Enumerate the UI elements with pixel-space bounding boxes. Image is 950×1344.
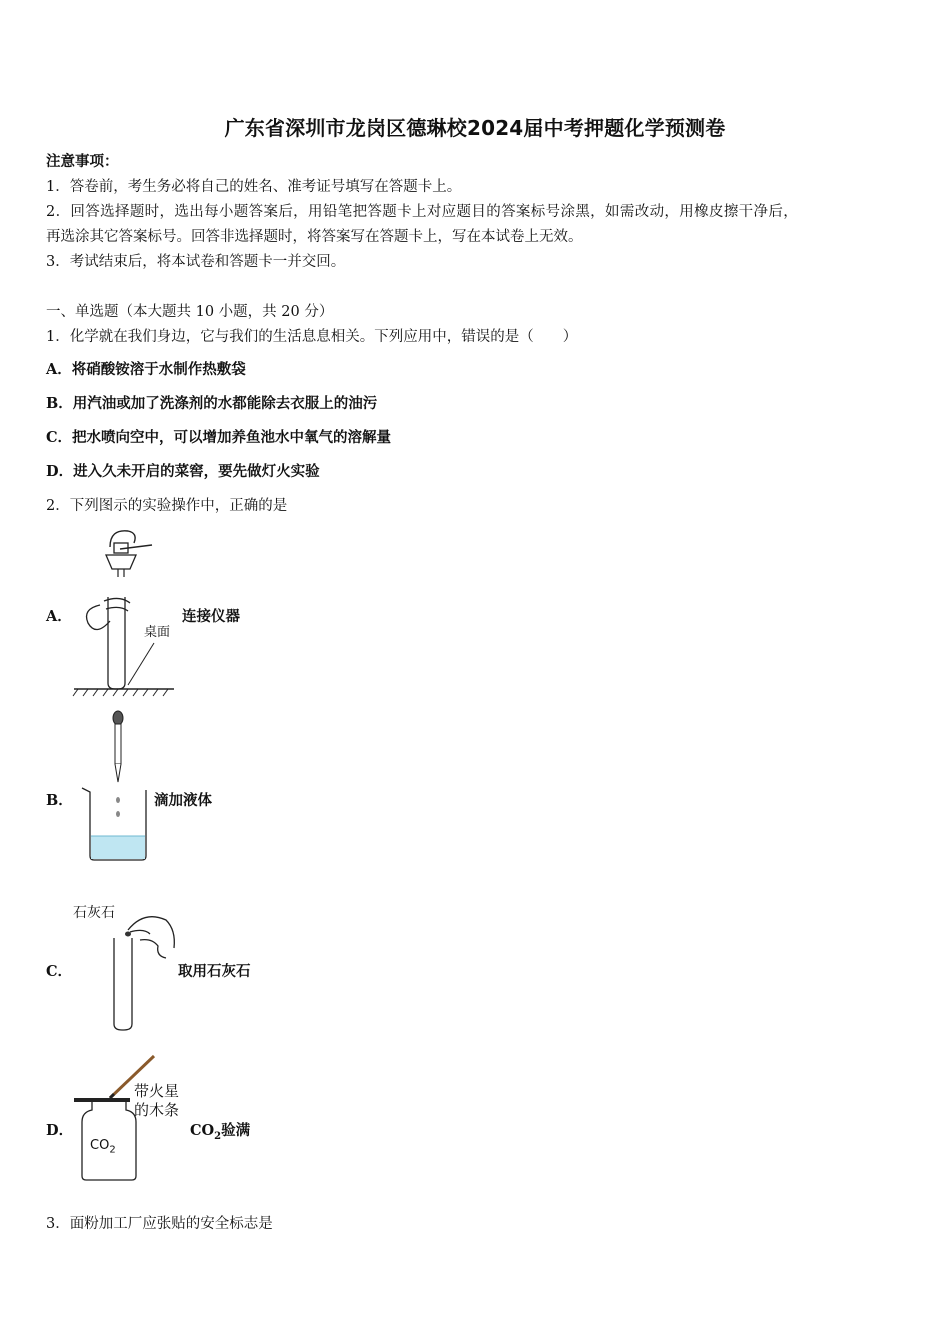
figure-label-splint-line1: 带火星 <box>134 1082 180 1100</box>
figure-label-table: 桌面 <box>144 625 171 640</box>
notice-item-3: 3．考试结束后，将本试卷和答题卡一并交回。 <box>46 254 346 270</box>
notice-item-2: 2．回答选择题时，选出每小题答案后，用铅笔把答题卡上对应题目的答案标号涂黑，如需改动，用橡皮擦干净后， <box>46 204 799 220</box>
figure-label-splint-line2: 的木条 <box>134 1101 180 1119</box>
q2-option-a-label: A． <box>46 608 72 625</box>
q2-option-d-label: D． <box>46 1122 74 1139</box>
figure-take-limestone <box>70 900 182 1034</box>
q2-option-b-caption: 滴加液体 <box>154 792 212 809</box>
caption-sub: 2 <box>214 1130 222 1142</box>
notice-item-2-cont: 再选涂其它答案标号。回答非选择题时，将答案写在答题卡上，写在本试卷上无效。 <box>46 229 583 245</box>
q1-stem: 1．化学就在我们身边，它与我们的生活息息相关。下列应用中，错误的是（ ） <box>46 329 578 345</box>
q2-option-c-label: C． <box>46 963 73 980</box>
figure-co2-full <box>70 1052 190 1184</box>
q2-option-a-caption: 连接仪器 <box>182 608 240 625</box>
caption-rest: 验满 <box>221 1122 251 1139</box>
q1-option-d: D．进入久未开启的菜窖，要先做灯火实验 <box>46 463 320 480</box>
figure-drip-liquid <box>78 708 150 864</box>
section-heading: 一、单选题（本大题共 10 小题，共 20 分） <box>46 304 334 320</box>
q1-option-a: A．将硝酸铵溶于水制作热敷袋 <box>46 361 246 378</box>
bottle-label <box>90 1138 116 1156</box>
q2-option-b-label: B． <box>46 792 73 809</box>
figure-label-splint <box>134 1082 179 1120</box>
notice-heading: 注意事项： <box>46 153 119 170</box>
bottle-label-sub: 2 <box>109 1144 116 1156</box>
notice-item-1: 1．答卷前，考生务必将自己的姓名、准考证号填写在答题卡上。 <box>46 179 462 195</box>
figure-label-limestone: 石灰石 <box>73 905 115 921</box>
q2-stem: 2．下列图示的实验操作中，正确的是 <box>46 498 288 514</box>
caption-main: CO <box>190 1122 215 1139</box>
figure-connect-instrument <box>70 525 180 697</box>
q1-option-c: C．把水喷向空中，可以增加养鱼池水中氧气的溶解量 <box>46 429 392 446</box>
q3-stem: 3．面粉加工厂应张贴的安全标志是 <box>46 1216 273 1232</box>
page-title: 广东省深圳市龙岗区德琳校2024届中考押题化学预测卷 <box>224 116 726 140</box>
q1-option-b: B．用汽油或加了洗涤剂的水都能除去衣服上的油污 <box>46 395 378 412</box>
q2-option-d-caption <box>190 1119 250 1142</box>
bottle-label-main: CO <box>90 1138 110 1153</box>
q2-option-c-caption: 取用石灰石 <box>178 963 251 980</box>
